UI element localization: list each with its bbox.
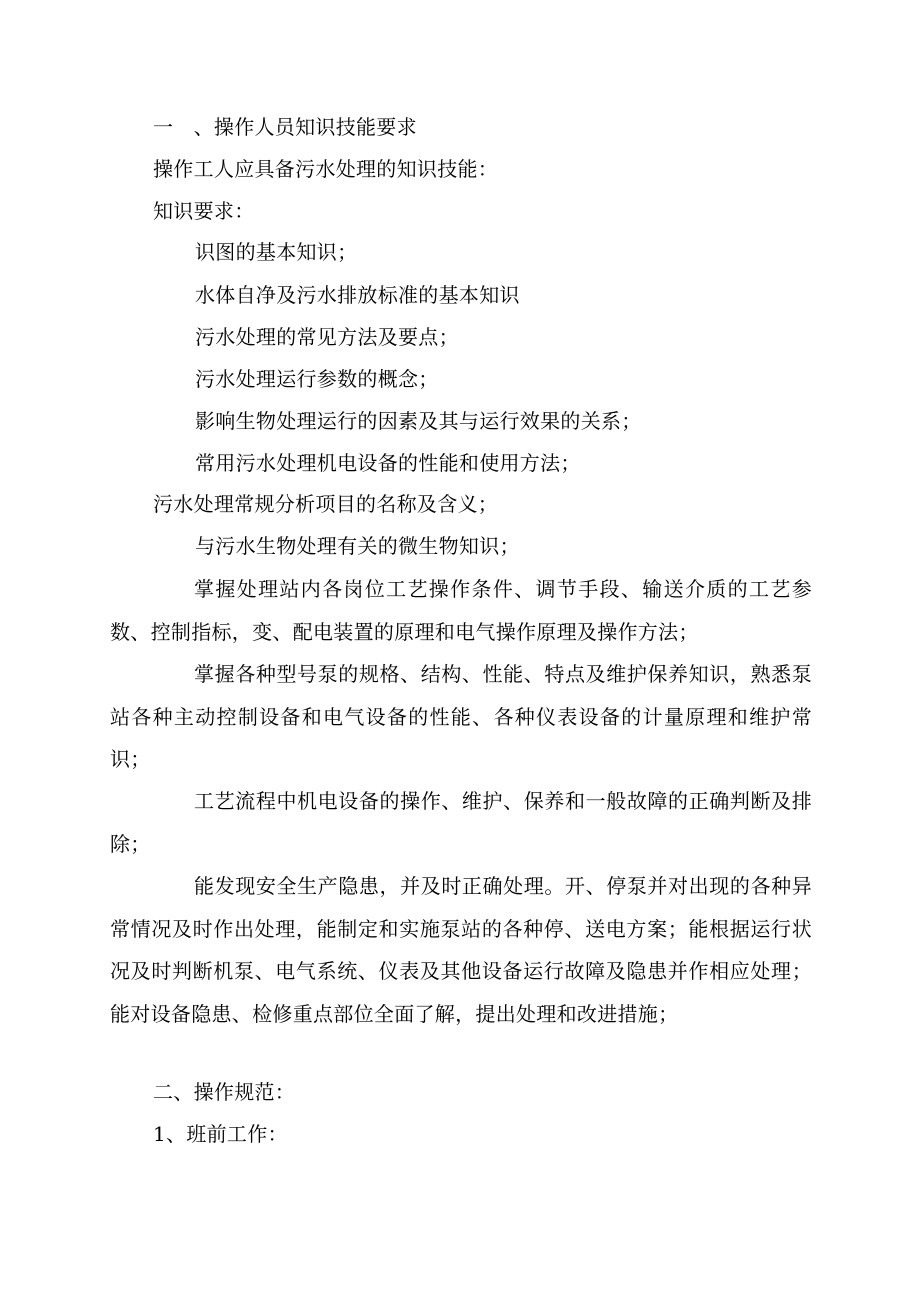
subheading-1: 1、班前工作： (153, 1122, 288, 1146)
body-paragraph: 掌握处理站内各岗位工艺操作条件、调节手段、输送介质的工艺参数、控制指标，变、配电装置的原理和电气操作原理及操作方法； (110, 577, 812, 644)
knowledge-item: 水体自净及污水排放标准的基本知识 (195, 283, 520, 307)
body-paragraph: 掌握各种型号泵的规格、结构、性能、特点及维护保养知识，熟悉泵站各种主动控制设备和电气设备的性能、各种仪表设备的计量原理和维护常识； (110, 662, 812, 771)
intro-line: 操作工人应具备污水处理的知识技能： (153, 157, 499, 181)
knowledge-item: 污水处理常规分析项目的名称及含义； (153, 492, 499, 516)
knowledge-item: 与污水生物处理有关的微生物知识； (195, 534, 520, 558)
knowledge-item: 影响生物处理运行的因素及其与运行效果的关系； (195, 409, 642, 433)
knowledge-item: 污水处理运行参数的概念； (195, 367, 439, 391)
body-paragraph: 能发现安全生产隐患，并及时正确处理。开、停泵并对出现的各种异常情况及时作出处理，能制定和实施泵站的各种停、送电方案；能根据运行状况及时判断机泵、电气系统、仪表及其他设备运行故障及隐患并作相应处理；能对设备隐患、检修重点部位全面了解，提出处理和改进措施； (110, 874, 812, 1026)
knowledge-item: 污水处理的常见方法及要点； (195, 325, 459, 349)
knowledge-item: 识图的基本知识； (195, 240, 358, 264)
body-paragraph: 工艺流程中机电设备的操作、维护、保养和一般故障的正确判断及排除； (110, 789, 812, 856)
knowledge-item: 常用污水处理机电设备的性能和使用方法； (195, 451, 581, 475)
knowledge-title: 知识要求： (153, 199, 255, 223)
section-heading-2: 二、操作规范： (153, 1080, 296, 1104)
section-heading-1: 一 、操作人员知识技能要求 (153, 115, 417, 139)
